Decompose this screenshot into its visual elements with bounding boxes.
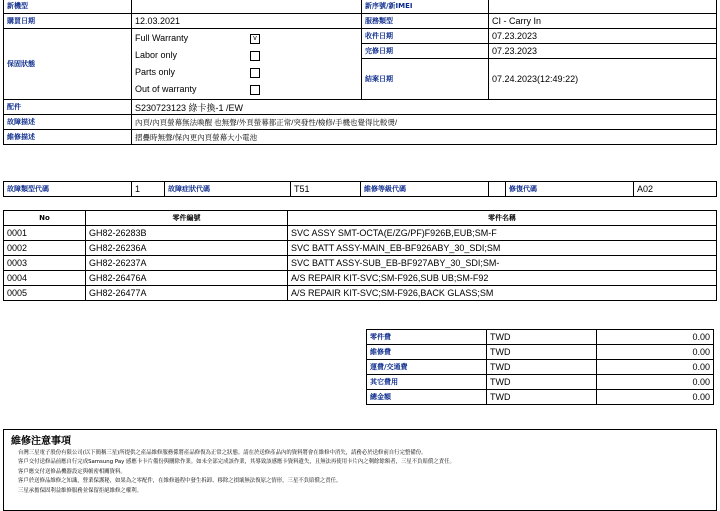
fee-currency: TWD	[487, 375, 597, 390]
warranty-label: 保固狀態	[4, 29, 132, 100]
fee-currency: TWD	[487, 345, 597, 360]
repair-code-value: A02	[634, 182, 717, 197]
part-number: GH82-26476A	[86, 271, 288, 286]
new-model-value	[132, 0, 362, 14]
fault-description-label: 故障描述	[4, 115, 132, 130]
warranty-option-parts	[132, 64, 361, 81]
accessories-label: 配件	[4, 100, 132, 115]
fee-amount: 0.00	[597, 360, 714, 375]
part-number: GH82-26237A	[86, 256, 288, 271]
fee-label: 運費/交通費	[367, 360, 487, 375]
repair-description-label: 維修描述	[4, 130, 132, 145]
service-type-value: CI - Carry In	[489, 14, 717, 29]
fee-label: 維修費	[367, 345, 487, 360]
parts-table	[3, 210, 717, 301]
fee-amount: 0.00	[597, 345, 714, 360]
repair-code-label: 修復代碼	[506, 182, 634, 197]
fee-row	[367, 375, 714, 390]
warranty-option-label: Parts only	[135, 67, 176, 77]
fault-type-code-value: 1	[132, 182, 165, 197]
fee-currency: TWD	[487, 330, 597, 345]
table-row	[4, 256, 717, 271]
part-no: 0002	[4, 241, 86, 256]
warranty-options	[132, 29, 362, 100]
table-row	[4, 271, 717, 286]
fee-amount: 0.00	[597, 390, 714, 405]
part-no: 0005	[4, 286, 86, 301]
warranty-option-out	[132, 81, 361, 98]
note-item: 4. 客戶於送修品維修之知識，營業保護秘，如果為之零配件，在維修過程中發生拆卸、移除之損壞無法復原之情形，三星不負賠償之責任。	[18, 477, 716, 486]
note-item: 2. 客戶交付送修品前應自行完成Samsung Pay 感應卡卡片備份與刪除作業。如未全部完成該作業，其導致該感應卡資料遺失，且無法再使用卡片內之剩餘餘額者，三星不負賠償之責任。	[18, 458, 716, 467]
notes-list	[4, 449, 716, 496]
received-date-label: 收件日期	[362, 29, 489, 44]
warranty-checkbox-out[interactable]	[250, 85, 260, 95]
part-no: 0001	[4, 226, 86, 241]
fault-symptom-code-value: T51	[291, 182, 361, 197]
fee-label: 總金額	[367, 390, 487, 405]
new-serial-label: 新序號/新IMEI	[362, 0, 489, 14]
fault-type-code-label: 故障類型代碼	[4, 182, 132, 197]
part-no: 0004	[4, 271, 86, 286]
service-type-label: 服務類型	[362, 14, 489, 29]
fault-description-value: 內頁/內頁螢幕無法喚醒 也無聲/外頁螢幕都正常/突發性/檢修/手機也覺得比較燙/	[132, 115, 717, 130]
part-name: SVC ASSY SMT-OCTA(E/ZG/PF)F926B,EUB;SM-F	[288, 226, 717, 241]
warranty-option-label: Out of warranty	[135, 84, 197, 94]
accessories-value: S230723123 綠卡換-1 /EW	[132, 100, 717, 115]
fee-currency: TWD	[487, 360, 597, 375]
part-no: 0003	[4, 256, 86, 271]
fee-label: 其它費用	[367, 375, 487, 390]
purchase-date-value: 12.03.2021	[132, 14, 362, 29]
new-model-label: 新機型	[4, 0, 132, 14]
completed-date-label: 完修日期	[362, 44, 489, 59]
part-number: GH82-26477A	[86, 286, 288, 301]
fee-currency: TWD	[487, 390, 597, 405]
note-item: 5. 三星承擔保固利益維修服務並保留拒絕維修之權利。	[18, 487, 716, 496]
table-row	[4, 286, 717, 301]
note-item: 3. 客戶應交付送修品機器設定與帳密相關資料。	[18, 468, 716, 477]
table-row	[4, 226, 717, 241]
part-name: A/S REPAIR KIT-SVC;SM-F926,BACK GLASS;SM	[288, 286, 717, 301]
repair-description-value: 摺疊時無聲/保內更內頁螢幕大小電池	[132, 130, 717, 145]
warranty-option-labor	[132, 47, 361, 64]
received-date-value: 07.23.2023	[489, 29, 717, 44]
warranty-checkbox-full[interactable]: v	[250, 34, 260, 44]
repair-notes	[3, 429, 717, 511]
new-serial-value	[489, 0, 717, 14]
codes-table	[3, 181, 717, 197]
note-item: 1. 台灣三星電子股份有限公司(以下簡稱三星)所提供之產品維修服務係將產品修復為正常之狀態。請在於送修產品內的資料將會在維修中消失，請務必於送修前自行完整備份。	[18, 449, 716, 458]
table-row	[4, 241, 717, 256]
fee-row	[367, 390, 714, 405]
fees-table	[366, 329, 714, 405]
notes-title: 維修注意事項	[11, 436, 71, 447]
parts-header-part-name: 零件名稱	[288, 211, 717, 226]
warranty-option-label: Labor only	[135, 50, 178, 60]
purchase-date-label: 購買日期	[4, 14, 132, 29]
fee-row	[367, 360, 714, 375]
closed-date-value: 07.24.2023(12:49:22)	[489, 59, 717, 100]
warranty-option-full	[132, 30, 361, 47]
repair-info-table	[3, 0, 717, 145]
fee-row	[367, 345, 714, 360]
repair-level-code-label: 維修等級代碼	[361, 182, 489, 197]
part-number: GH82-26283B	[86, 226, 288, 241]
warranty-checkbox-parts[interactable]	[250, 68, 260, 78]
warranty-checkbox-labor[interactable]	[250, 51, 260, 61]
part-name: SVC BATT ASSY-SUB_EB-BF927ABY_30_SDI;SM-	[288, 256, 717, 271]
repair-level-code-value	[489, 182, 506, 197]
fee-row	[367, 330, 714, 345]
part-number: GH82-26236A	[86, 241, 288, 256]
fee-label: 零件費	[367, 330, 487, 345]
part-name: SVC BATT ASSY-MAIN_EB-BF926ABY_30_SDI;SM	[288, 241, 717, 256]
parts-header-no: No	[4, 211, 86, 226]
warranty-option-label: Full Warranty	[135, 33, 189, 43]
parts-header-part-number: 零件編號	[86, 211, 288, 226]
fee-amount: 0.00	[597, 330, 714, 345]
fault-symptom-code-label: 故障症狀代碼	[165, 182, 291, 197]
completed-date-value: 07.23.2023	[489, 44, 717, 59]
closed-date-label: 結案日期	[362, 59, 489, 100]
part-name: A/S REPAIR KIT-SVC;SM-F926,SUB UB;SM-F92	[288, 271, 717, 286]
fee-amount: 0.00	[597, 375, 714, 390]
